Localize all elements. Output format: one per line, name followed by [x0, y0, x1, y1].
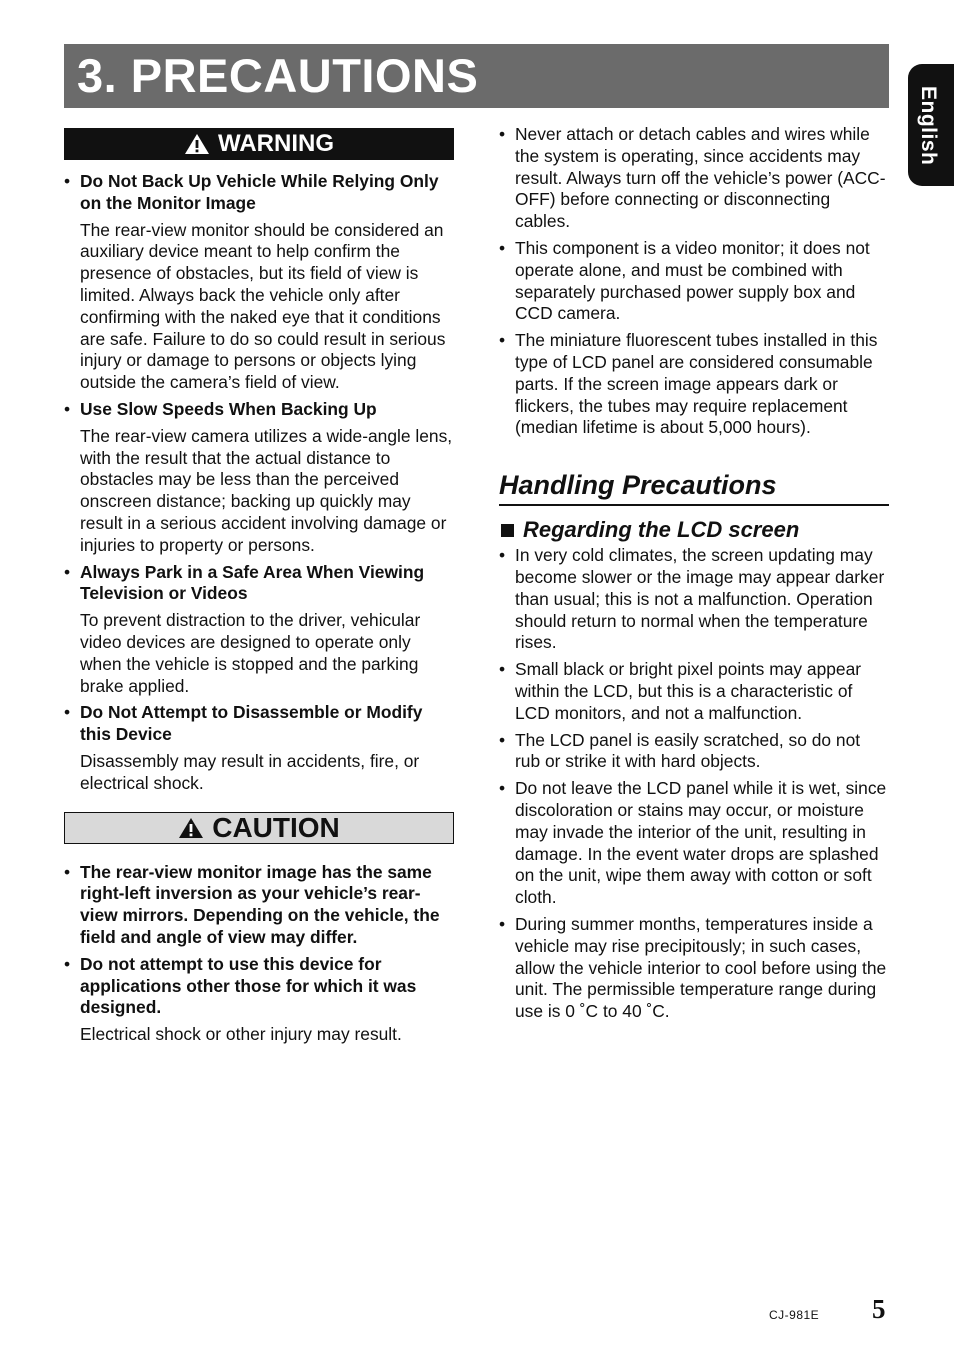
item-heading: Use Slow Speeds When Backing Up	[80, 398, 377, 419]
lcd-precautions-list	[499, 545, 889, 1023]
caution-list	[64, 862, 454, 1046]
bullet-icon: •	[64, 561, 71, 582]
warning-triangle-icon	[178, 817, 204, 839]
right-column	[499, 124, 889, 1028]
handling-precautions-heading: Handling Precautions	[499, 468, 889, 506]
bullet-icon: •	[64, 861, 71, 882]
list-item	[499, 914, 889, 1023]
lcd-screen-subheading-label: Regarding the LCD screen	[523, 517, 800, 543]
item-text: During summer months, temperatures inside a vehicle may rise precipitously; in such cases, allow the vehicle interior to cool before using the unit. The permissible temperature range during use is 0 ˚C to 40 ˚C.	[515, 913, 887, 1022]
item-text: In very cold climates, the screen updating may become slower or the image may appear darker than usual; this is not a malfunction. Operation should return to normal when the temperature rises.	[515, 545, 885, 653]
item-text: The miniature fluorescent tubes installed in this type of LCD panel are considered consumable parts. If the screen image appears dark or flickers, the tubes may require replacement (median lifetime is about 5,000 hours).	[515, 330, 878, 438]
item-body: To prevent distraction to the driver, vehicular video devices are designed to operate only when the vehicle is stopped and the parking brake applied.	[80, 610, 421, 696]
item-heading: Always Park in a Safe Area When Viewing Television or Videos	[80, 561, 425, 604]
bullet-icon: •	[499, 913, 506, 934]
list-item	[499, 778, 889, 909]
item-heading: The rear-view monitor image has the same right-left inversion as your vehicle’s rear-view mirrors. Depending on the vehicle, the field and angle of view may differ.	[80, 861, 440, 947]
list-item	[499, 545, 889, 654]
list-item	[64, 862, 454, 949]
item-text: Never attach or detach cables and wires while the system is operating, since accidents may result. Always turn off the vehicle’s power (ACC-OFF) before connecting or disconnecting cables.	[515, 124, 886, 232]
item-text: Do not leave the LCD panel while it is wet, since discoloration or stains may occur, or moisture may invade the interior of the unit, resulting in damage. In the event water drops are splashed on the unit, wipe them away with cotton or soft cloth.	[515, 778, 887, 908]
caution-label: CAUTION	[212, 811, 340, 843]
language-tab	[908, 64, 954, 186]
warning-list	[64, 171, 454, 795]
item-text: This component is a video monitor; it does not operate alone, and must be combined with separately purchased power supply box and CCD camera.	[515, 237, 870, 324]
bullet-icon: •	[499, 659, 506, 680]
list-item	[64, 702, 454, 794]
item-body: The rear-view monitor should be considered an auxiliary device meant to help confirm the presence of obstacles, but its field of view is limited. Always back the vehicle only after confirming with the naked eye that it conditions are safe. Failure to do so could result in serious injury or damage to persons or objects lying outside the camera’s field of view.	[80, 219, 446, 393]
caution-banner	[64, 812, 454, 844]
page-title: 3. PRECAUTIONS	[64, 44, 889, 108]
bullet-icon: •	[64, 702, 71, 723]
item-heading: Do Not Back Up Vehicle While Relying Only on the Monitor Image	[80, 171, 439, 213]
bullet-icon: •	[499, 124, 506, 144]
list-item	[499, 124, 889, 233]
lcd-screen-subheading	[499, 516, 889, 544]
warning-triangle-icon	[184, 133, 210, 155]
bullet-icon: •	[64, 171, 71, 191]
item-heading: Do not attempt to use this device for applications other those for which it was designed.	[80, 953, 417, 1018]
warning-label: WARNING	[218, 130, 334, 157]
list-item	[64, 171, 454, 394]
list-item	[499, 330, 889, 439]
bullet-icon: •	[64, 398, 71, 419]
bullet-icon: •	[64, 953, 71, 974]
item-body: Disassembly may result in accidents, fire, or electrical shock.	[80, 750, 420, 793]
item-text: The LCD panel is easily scratched, so do not rub or strike it with hard objects.	[515, 729, 861, 772]
bullet-icon: •	[499, 330, 506, 351]
bullet-icon: •	[499, 545, 506, 566]
list-item	[64, 562, 454, 698]
item-heading: Do Not Attempt to Disassemble or Modify this Device	[80, 702, 423, 745]
bullet-icon: •	[499, 729, 506, 750]
item-body: The rear-view camera utilizes a wide-angle lens, with the result that the actual distance to obstacles may be less than the perceived onscreen distance; backing up quickly may result in a serious accident involving damage or injuries to property or persons.	[80, 425, 453, 555]
item-text: Small black or bright pixel points may appear within the LCD, but this is a characteristic of LCD monitors, and not a malfunction.	[515, 659, 862, 723]
list-item	[499, 238, 889, 325]
language-tab-label: English	[917, 86, 940, 166]
warning-banner	[64, 128, 454, 160]
bullet-icon: •	[499, 778, 506, 799]
model-code: CJ-981E	[769, 1308, 820, 1322]
list-item	[499, 659, 889, 724]
general-precautions-list	[499, 124, 889, 439]
bullet-icon: •	[499, 237, 506, 258]
list-item	[64, 954, 454, 1046]
list-item	[499, 730, 889, 774]
page-number: 5	[872, 1294, 886, 1324]
left-column	[64, 128, 454, 1051]
square-bullet-icon	[501, 524, 514, 537]
list-item	[64, 399, 454, 557]
item-body: Electrical shock or other injury may result.	[80, 1024, 402, 1045]
